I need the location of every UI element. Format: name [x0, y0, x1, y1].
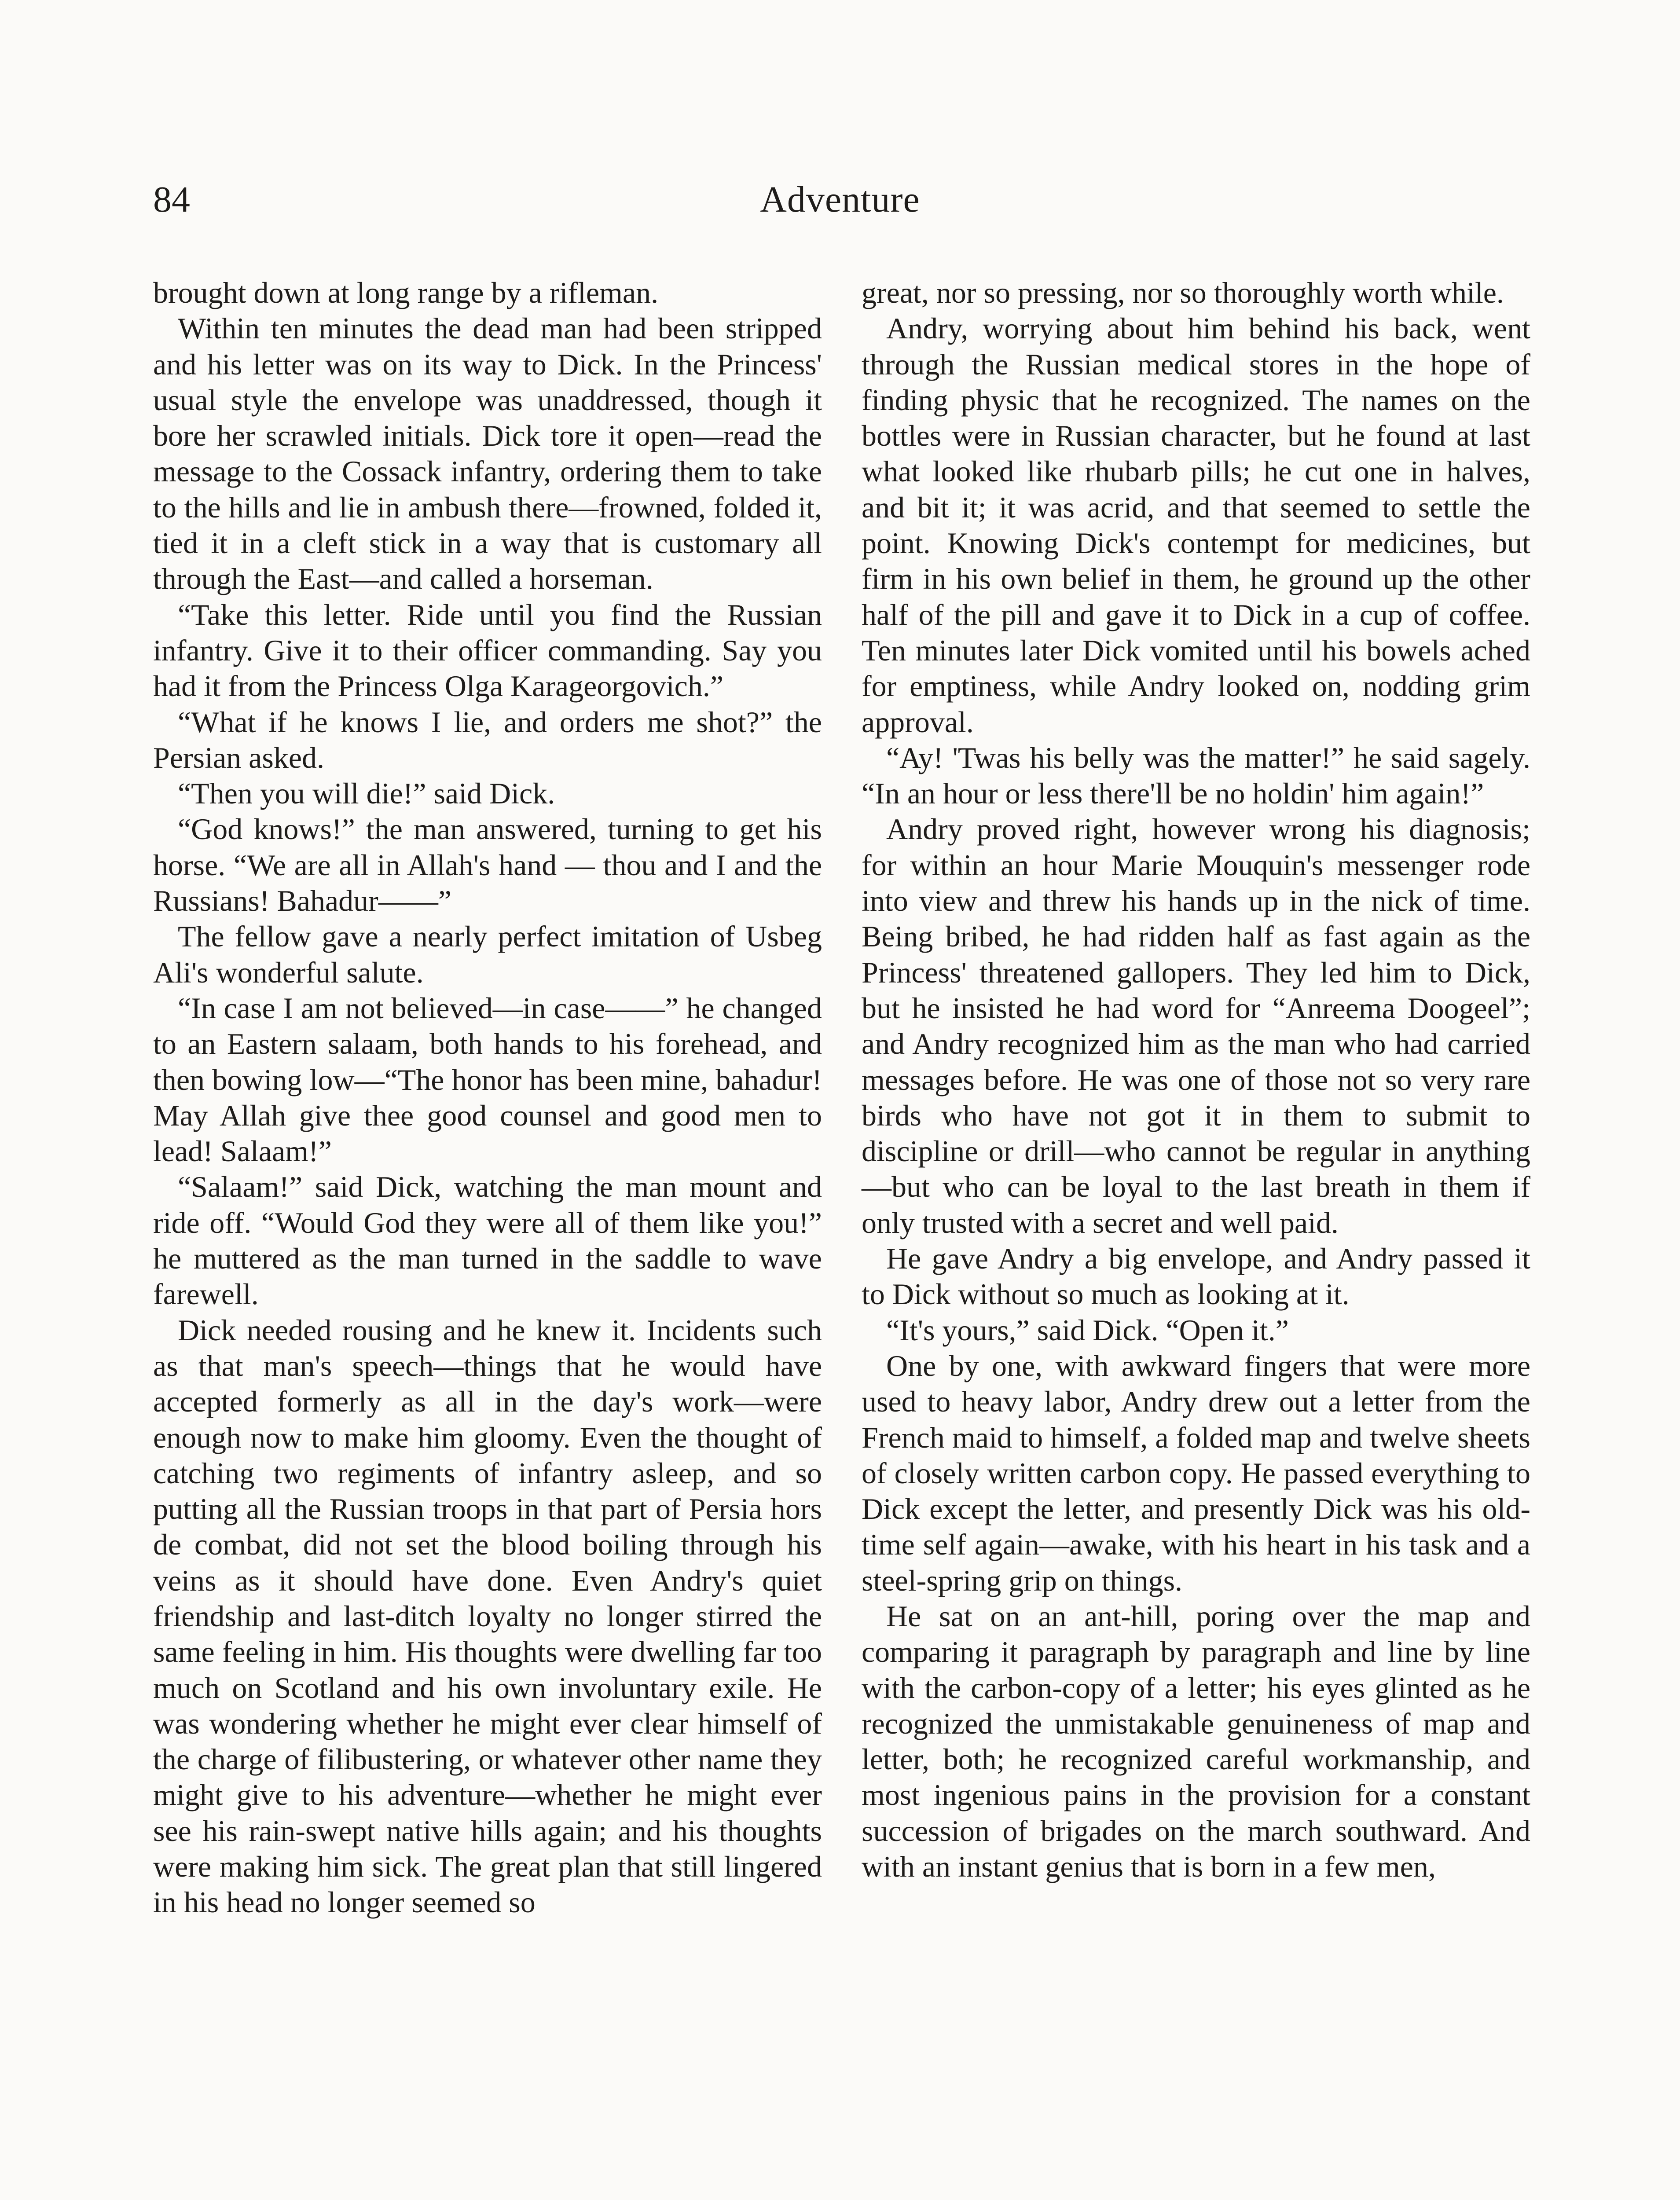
- paragraph: “In case I am not believed—in case——” he changed to an Eastern salaam, both hands to his forehead, and then bowing low—“The honor has been mine, bahadur! May Allah give thee good counsel and good men to lead! Salaam!”: [153, 991, 822, 1168]
- magazine-title: Adventure: [760, 179, 920, 220]
- paragraph: brought down at long range by a rifleman.: [153, 276, 659, 309]
- right-column: [862, 275, 1530, 1885]
- paragraph: The fellow gave a nearly perfect imitation of Usbeg Ali's wonderful salute.: [153, 920, 822, 989]
- paragraph: “It's yours,” said Dick. “Open it.”: [886, 1313, 1289, 1347]
- page-header: [0, 0, 1680, 246]
- paragraph: Andry, worrying about him behind his back, went through the Russian medical stores in the hope of finding physic that he recognized. The names on the bottles were in Russian character, but he found at last what looked like rhubarb pills; he cut one in halves, and bit it; it was acrid, and that seemed to settle the point. Knowing Dick's contempt for medicines, but firm in his own belief in them, he ground up the other half of the pill and gave it to Dick in a cup of coffee. Ten minutes later Dick vomited until his bowels ached for emptiness, while Andry looked on, nodding grim approval.: [862, 312, 1530, 739]
- paragraph: One by one, with awkward fingers that were more used to heavy labor, Andry drew out a letter from the French maid to himself, a folded map and twelve sheets of closely written carbon copy. He passed everything to Dick except the letter, and presently Dick was his old-time self again—awake, with his heart in his task and a steel-spring grip on things.: [862, 1349, 1530, 1597]
- paragraph: He gave Andry a big envelope, and Andry passed it to Dick without so much as looking at it.: [862, 1242, 1530, 1311]
- paragraph: “Then you will die!” said Dick.: [178, 777, 555, 810]
- left-column: [153, 275, 822, 1921]
- paragraph: Dick needed rousing and he knew it. Incidents such as that man's speech—things that he would have accepted formerly as all in the day's work—were enough now to make him gloomy. Even the thought of catching two regiments of infantry asleep, and so putting all the Russian troops in that part of Persia hors de combat, did not set the blood boiling through his veins as it should have done. Even Andry's quiet friendship and last-ditch loyalty no longer stirred the same feeling in him. His thoughts were dwelling far too much on Scotland and his own involuntary exile. He was wondering whether he might ever clear himself of the charge of filibustering, or whatever other name they might give to his adventure—whether he might ever see his rain-swept native hills again; and his thoughts were making him sick. The great plan that still lingered in his head no longer seemed so: [153, 1313, 822, 1919]
- paragraph: “Take this letter. Ride until you find the Russian infantry. Give it to their officer commanding. Say you had it from the Princess Olga Karageorgovich.”: [153, 598, 822, 703]
- paragraph: “Ay! 'Twas his belly was the matter!” he said sagely. “In an hour or less there'll be no holdin' him again!”: [862, 741, 1530, 810]
- page-number: 84: [153, 179, 190, 220]
- paragraph: Within ten minutes the dead man had been stripped and his letter was on its way to Dick. In the Princess' usual style the envelope was unaddressed, though it bore her scrawled initials. Dick tore it open—read the message to the Cossack infantry, ordering them to take to the hills and lie in ambush there—frowned, folded it, tied it in a cleft stick in a way that is customary all through the East—and called a horseman.: [153, 312, 822, 596]
- paragraph: “God knows!” the man answered, turning to get his horse. “We are all in Allah's hand — thou and I and the Russians! Bahadur——”: [153, 812, 822, 918]
- paragraph: He sat on an ant-hill, poring over the map and comparing it paragraph by paragraph and line by line with the carbon-copy of a letter; his eyes glinted as he recognized the unmistakable genuineness of map and letter, both; he recognized careful workmanship, and most ingenious pains in the provision for a constant succession of brigades on the march southward. And with an instant genius that is born in a few men,: [862, 1599, 1530, 1884]
- paragraph: great, nor so pressing, nor so thoroughly worth while.: [862, 276, 1504, 309]
- paragraph: Andry proved right, however wrong his diagnosis; for within an hour Marie Mouquin's messenger rode into view and threw his hands up in the nick of time. Being bribed, he had ridden half as fast again as the Princess' threatened gallopers. They led him to Dick, but he insisted he had word for “Anreema Doogeel”; and Andry recognized him as the man who had carried messages before. He was one of those not so very rare birds who have not got it in them to submit to discipline or drill—who cannot be regular in anything—but who can be loyal to the last breath in them if only trusted with a secret and well paid.: [862, 812, 1530, 1239]
- paragraph: “Salaam!” said Dick, watching the man mount and ride off. “Would God they were all of them like you!” he muttered as the man turned in the saddle to wave farewell.: [153, 1170, 822, 1311]
- paragraph: “What if he knows I lie, and orders me shot?” the Persian asked.: [153, 705, 822, 774]
